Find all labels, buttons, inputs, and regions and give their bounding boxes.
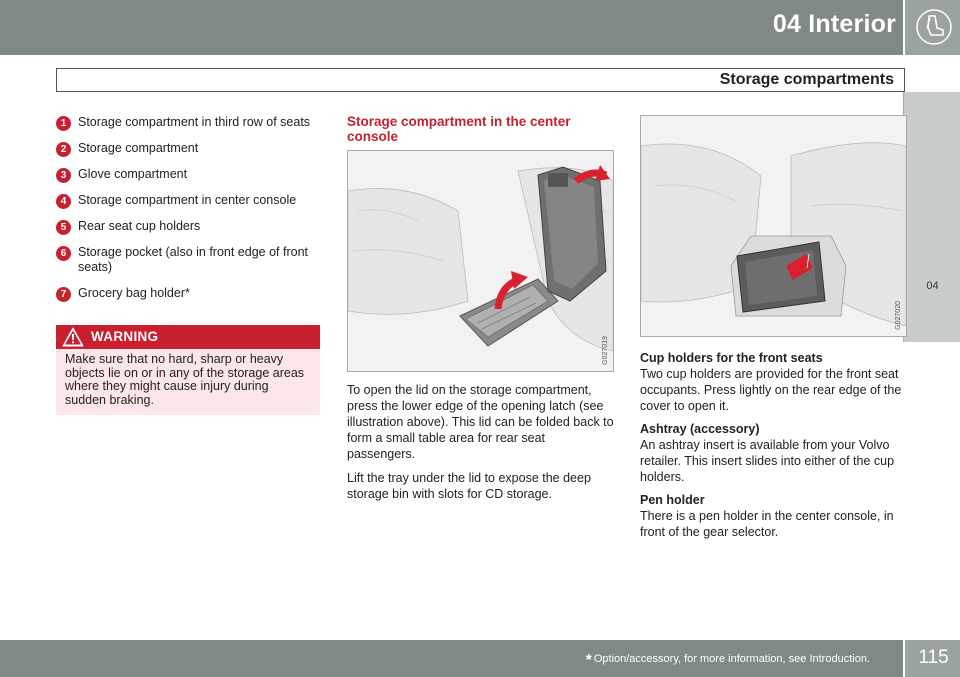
warning-text: Make sure that no hard, sharp or heavy objects lie on or in any of the storage areas where they might cause injury during sudden braking. (65, 352, 305, 407)
list-number-badge: 1 (56, 116, 71, 131)
center-console-section (347, 114, 614, 144)
center-console-heading: Storage compartment in the center console (347, 114, 571, 144)
list-item-text: Storage compartment in third row of seats (78, 115, 311, 129)
list-item (56, 245, 320, 275)
page-footer (0, 640, 960, 677)
cup-holder-section (640, 351, 907, 548)
storage-list (56, 115, 320, 312)
list-number-badge: 6 (56, 246, 71, 261)
center-console-illustration (347, 150, 614, 372)
list-item-text: Glove compartment (78, 167, 188, 181)
side-tab-label: 04 (926, 280, 939, 292)
chapter-title: 04 Interior (772, 10, 896, 38)
list-item (56, 219, 320, 234)
paragraph: To open the lid on the storage compartment, press the lower edge of the opening latch (see illustration above). This lid can be folded back to form a small table area for rear seat passengers. (347, 383, 614, 461)
subsection-heading: Ashtray (accessory) (640, 422, 760, 436)
footer-note-text: Option/accessory, for more information, see Introduction. (593, 653, 870, 665)
figure-code: G027019 (602, 336, 609, 365)
list-item-text: Storage compartment (78, 141, 199, 155)
list-item-text: Storage compartment in center console (78, 193, 297, 207)
paragraph: Two cup holders are provided for the front seat occupants. Press lightly on the rear edge of the cover to open it. (640, 367, 902, 413)
list-number-badge: 2 (56, 142, 71, 157)
subsection-heading: Pen holder (640, 493, 705, 507)
list-number-badge: 4 (56, 194, 71, 209)
list-item (56, 115, 320, 130)
warning-box (56, 325, 320, 415)
paragraph: There is a pen holder in the center console, in front of the gear selector. (640, 509, 894, 539)
list-number-badge: 7 (56, 287, 71, 302)
list-item (56, 141, 320, 156)
cup-holder-cover-illustration (641, 116, 906, 336)
center-console-text (347, 382, 614, 510)
list-number-badge: 5 (56, 220, 71, 235)
chapter-side-tab[interactable] (903, 92, 960, 342)
paragraph: Lift the tray under the lid to expose the deep storage bin with slots for CD storage. (347, 471, 591, 501)
figure-code: G027020 (895, 301, 902, 330)
list-item-text: Storage pocket (also in front edge of front seats) (78, 245, 308, 274)
page-number-box (903, 640, 960, 677)
list-item (56, 167, 320, 182)
footer-note (586, 652, 870, 670)
list-item (56, 193, 320, 208)
section-title: Storage compartments (719, 71, 894, 88)
subsection-heading: Cup holders for the front seats (640, 351, 823, 365)
chapter-header (0, 0, 960, 55)
footnote-star: * (585, 652, 592, 669)
paragraph: An ashtray insert is available from your Volvo retailer. This insert slides into either of the cup holders. (640, 438, 895, 484)
list-item-text: Rear seat cup holders (78, 219, 201, 233)
page-number: 115 (918, 647, 949, 668)
list-number-badge: 3 (56, 168, 71, 183)
warning-triangle-icon (62, 327, 84, 347)
list-item-text: Grocery bag holder* (78, 286, 190, 300)
armrest-storage-illustration (348, 151, 613, 371)
list-item (56, 286, 320, 301)
seat-icon (915, 8, 953, 46)
chapter-icon-box (903, 0, 960, 55)
section-bar (56, 68, 905, 92)
warning-header (56, 325, 320, 349)
cup-holder-illustration (640, 115, 907, 337)
warning-title: WARNING (91, 329, 159, 344)
